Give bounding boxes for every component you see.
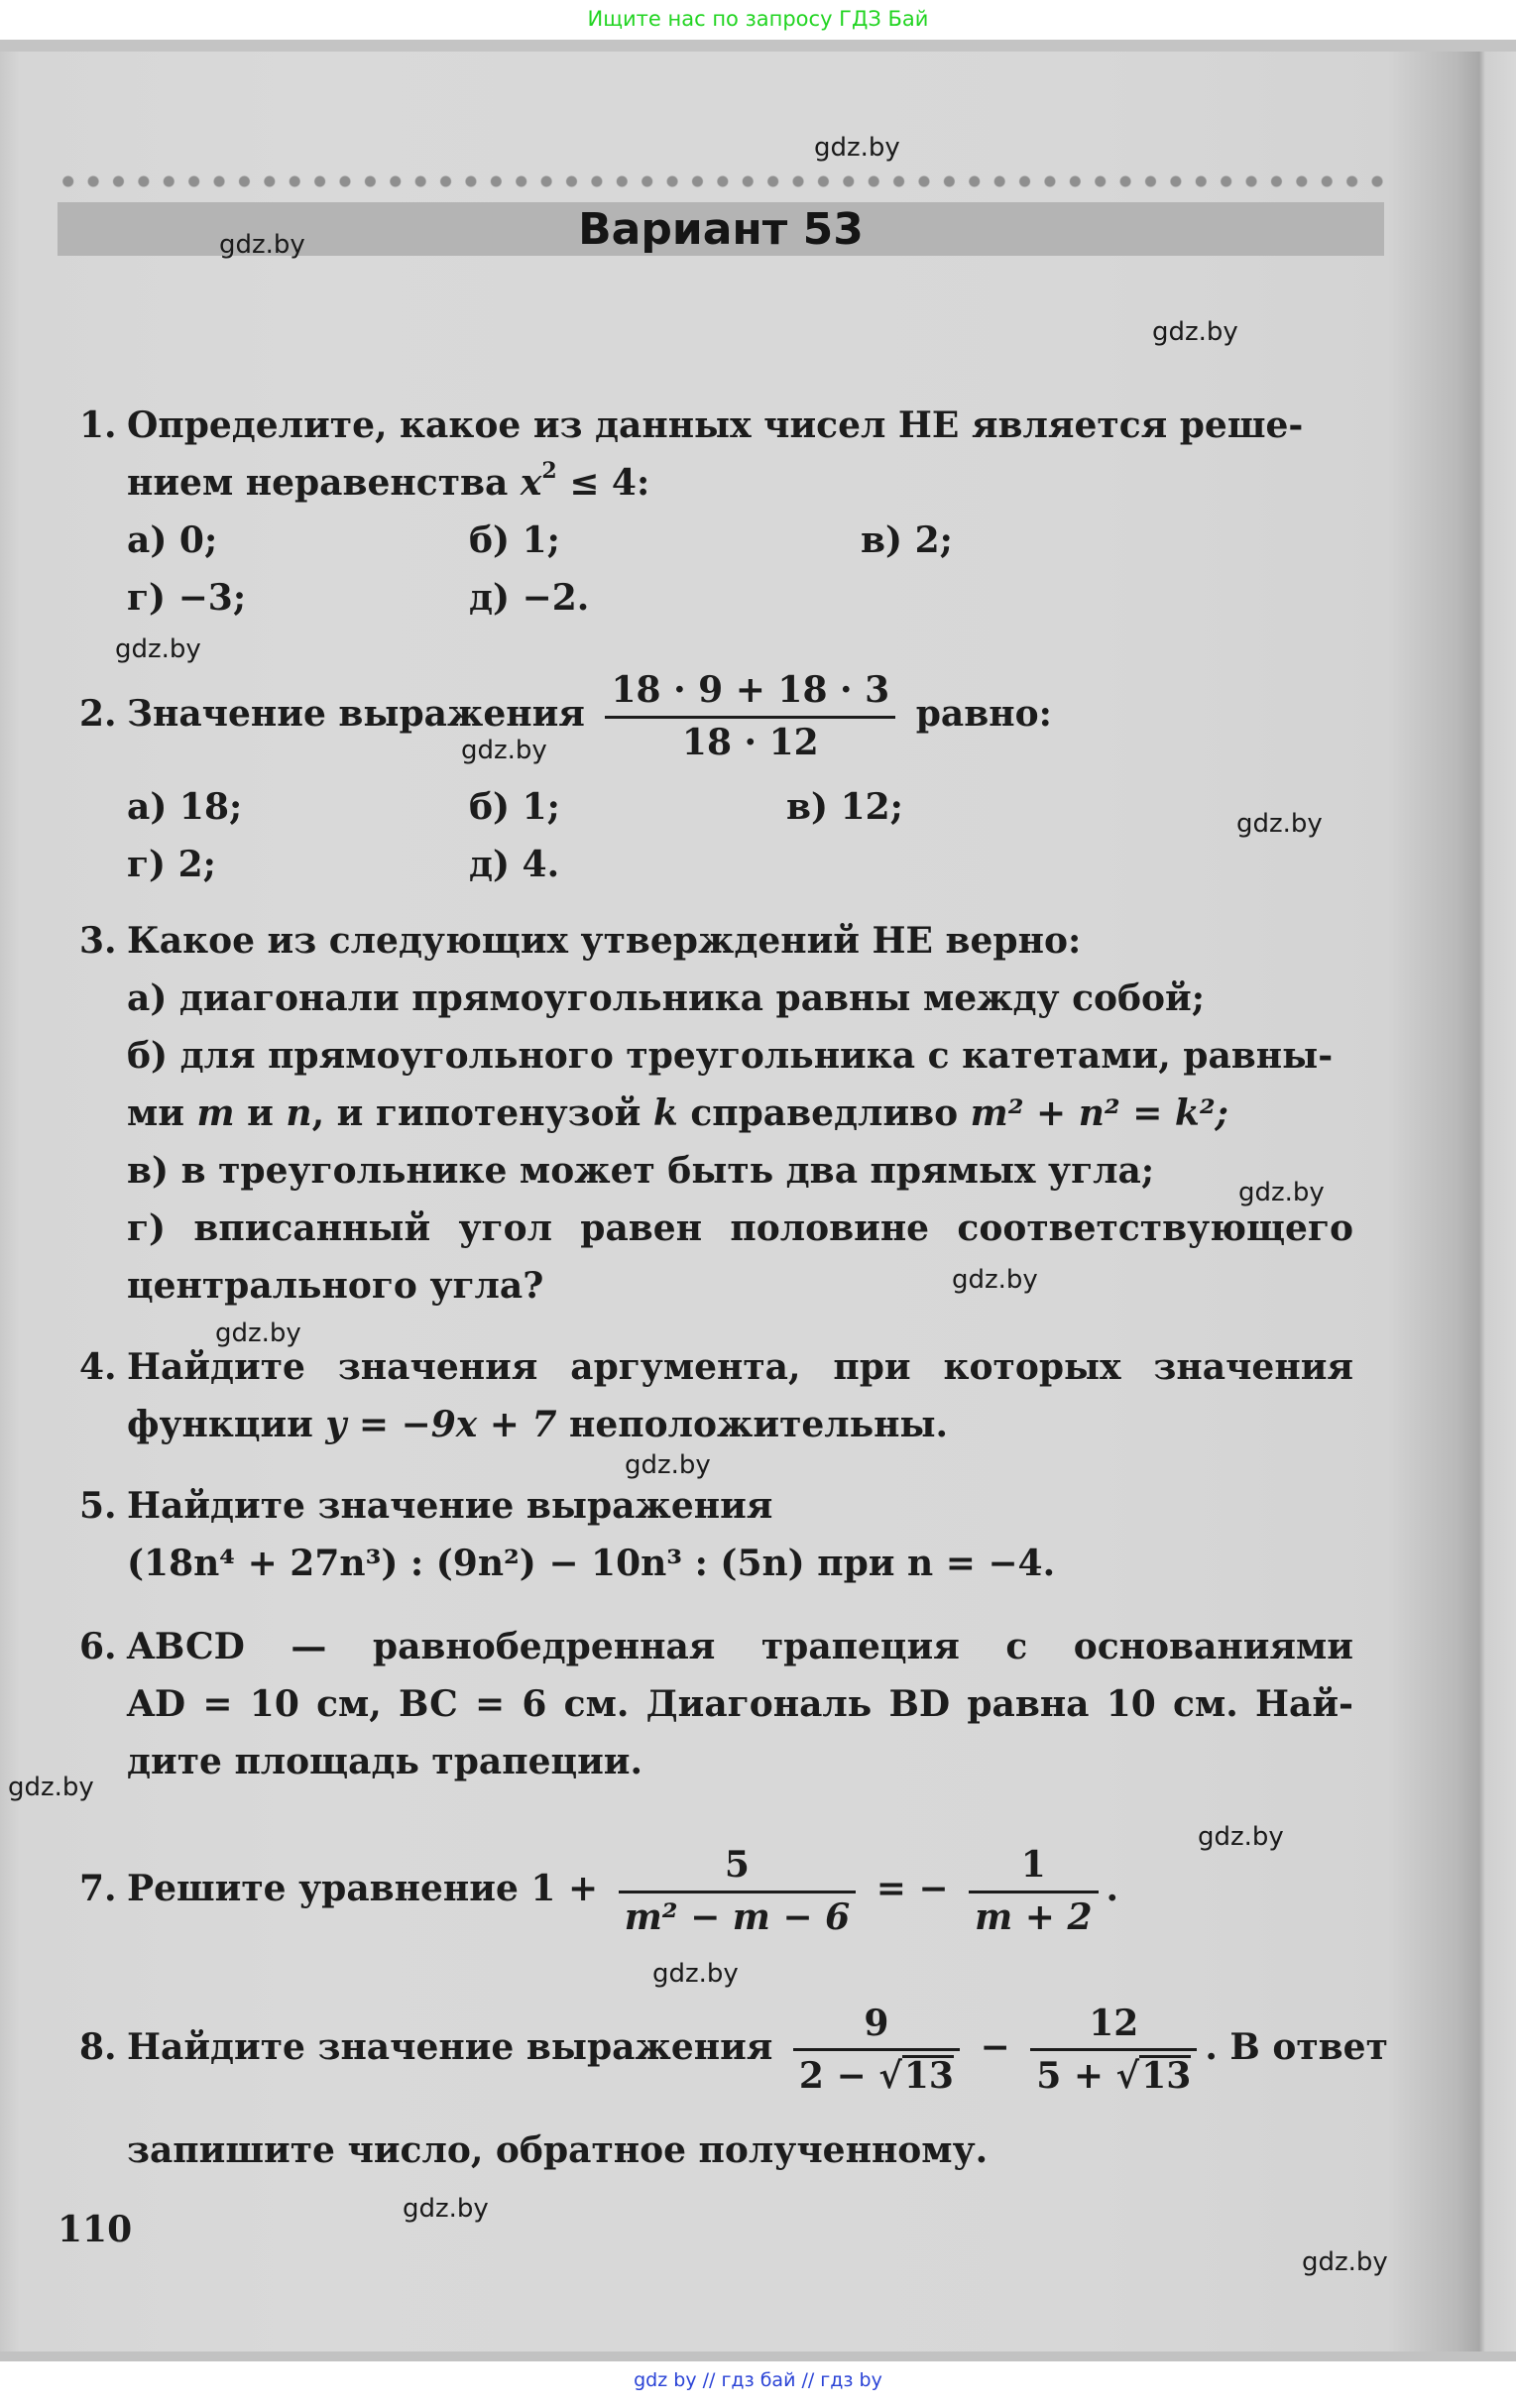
answer-options — [127, 778, 1353, 836]
question-6 — [79, 1618, 1353, 1790]
statement-b: б) для прямоугольного треугольника с катетами, равны- — [127, 1035, 1334, 1077]
statement-a: а) диагонали прямоугольника равны между собой; — [127, 977, 1206, 1019]
footer-links[interactable]: gdz by // гдз бай // гдз by — [634, 2369, 882, 2391]
top-banner[interactable]: Ищите нас по запросу ГДЗ Бай — [587, 7, 929, 31]
option-g: г) −3; — [127, 577, 247, 619]
question-text: Какое из следующих утверждений НЕ верно: — [127, 920, 1082, 962]
watermark: gdz.by — [115, 634, 201, 664]
answer-options — [127, 836, 1353, 893]
page-bottom-edge — [0, 2351, 1516, 2361]
option-a: а) 18; — [127, 786, 243, 828]
answer-options — [127, 512, 1353, 569]
watermark: gdz.by — [8, 1773, 94, 1802]
question-text: ABCD — равнобедренная трапеция с основаниями — [127, 1626, 1353, 1667]
option-v: в) 2; — [861, 519, 953, 561]
question-text: запишите число, обратное полученному. — [127, 2129, 989, 2171]
question-3 — [79, 912, 1353, 1315]
watermark: gdz.by — [952, 1265, 1038, 1295]
fraction: $\frac{5}{\text{m² − m − 6}}$ — [619, 1845, 856, 1938]
watermark: gdz.by — [219, 230, 305, 260]
question-1 — [79, 397, 1353, 627]
question-number: 3. — [79, 920, 117, 962]
question-number: 1. — [79, 404, 117, 446]
question-number: 2. — [79, 693, 117, 735]
question-text: Значение выражения $\frac{18 \cdot 9 + 18 \cdot 3}{18 \cdot 12}$ равно: — [127, 669, 1052, 763]
watermark: gdz.by — [1238, 1178, 1325, 1207]
question-text: AD = 10 см, BC = 6 см. Диагональ BD равна 10 см. Най- — [127, 1683, 1353, 1725]
option-b: б) 1; — [469, 519, 560, 561]
statement-v: в) в треугольнике может быть два прямых угла; — [127, 1150, 1155, 1192]
dotted-divider — [56, 174, 1384, 188]
question-number: 7. — [79, 1868, 117, 1909]
answer-options — [127, 569, 1353, 627]
question-text: дите площадь трапеции. — [127, 1741, 643, 1782]
fraction: $\frac{1}{m + 2}$ — [969, 1845, 1098, 1938]
question-text: Найдите значения аргумента, при которых значения — [127, 1346, 1353, 1388]
option-g: г) 2; — [127, 844, 216, 885]
watermark: gdz.by — [1152, 317, 1238, 347]
watermark: gdz.by — [1198, 1822, 1284, 1852]
option-d: д) 4. — [469, 844, 560, 885]
watermark: gdz.by — [625, 1450, 711, 1480]
statement-b-cont: ми m и n, и гипотенузой k справедливо m² + n² = k²; — [127, 1092, 1228, 1134]
fraction: $\frac{12}{5 + √13}$ — [1030, 2004, 1197, 2098]
question-text: нием неравенства $x^2 \le 4$: — [127, 458, 650, 504]
question-2 — [79, 659, 1353, 893]
question-number: 5. — [79, 1485, 117, 1527]
watermark: gdz.by — [215, 1319, 301, 1348]
watermark: gdz.by — [461, 736, 547, 765]
option-d: д) −2. — [469, 577, 590, 619]
fraction: $\frac{9}{2 - √13}$ — [793, 2004, 960, 2098]
watermark: gdz.by — [814, 133, 900, 163]
page-title: Вариант 53 — [578, 204, 864, 255]
question-number: 8. — [79, 2026, 117, 2068]
question-text: функции y = −9x + 7 неположительны. — [127, 1404, 949, 1445]
option-a: а) 0; — [127, 519, 218, 561]
expression: Найдите значение выражения $\frac{9}{2 - √13}$ − $\frac{12}{5 + √13}$ . В ответ — [127, 2002, 1388, 2097]
fraction: $\frac{18 \cdot 9 + 18 \cdot 3}{18 \cdot 12}$ — [605, 670, 895, 763]
expression: (18n⁴ + 27n³) : (9n²) − 10n³ : (5n) при n = −4. — [127, 1543, 1056, 1584]
question-4 — [79, 1338, 1353, 1453]
option-v: в) 12; — [786, 786, 903, 828]
question-8 — [79, 1993, 1388, 2179]
question-7 — [79, 1834, 1353, 1943]
question-number: 4. — [79, 1346, 117, 1388]
question-text: Найдите значение выражения — [127, 1485, 773, 1527]
question-number: 6. — [79, 1626, 117, 1667]
watermark: gdz.by — [1302, 2247, 1388, 2277]
watermark: gdz.by — [403, 2194, 489, 2224]
statement-g-cont: центрального угла? — [127, 1265, 544, 1307]
equation: Решите уравнение 1 + $\frac{5}{\text{m² − m − 6}}$ = − $\frac{1}{m + 2}$ . — [127, 1844, 1119, 1938]
watermark: gdz.by — [652, 1959, 739, 1989]
watermark: gdz.by — [1236, 809, 1323, 839]
question-text: Определите, какое из данных чисел НЕ является реше- — [127, 404, 1304, 446]
question-5 — [79, 1477, 1353, 1592]
page-number: 110 — [58, 2209, 133, 2250]
option-b: б) 1; — [469, 786, 560, 828]
statement-g: г) вписанный угол равен половине соответствующего — [127, 1207, 1353, 1249]
